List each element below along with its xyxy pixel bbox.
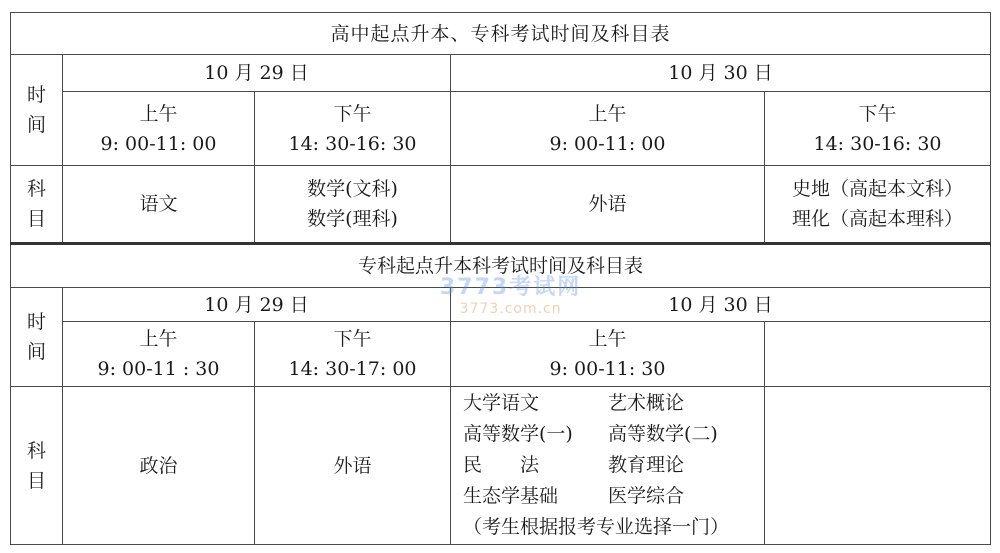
- table1-subject-3: 外语: [451, 166, 765, 244]
- table2-date2: 10 月 30 日: [451, 288, 991, 322]
- table1-title: 高中起点升本、专科考试时间及科目表: [11, 13, 991, 55]
- table1-subject-2: 数学(文科) 数学(理科): [255, 166, 451, 244]
- table1-session-1: 上午 9: 00-11: 00: [63, 92, 255, 166]
- table1-session-3: 上午 9: 00-11: 00: [451, 92, 765, 166]
- table2-title: 专科起点升本科考试时间及科目表: [11, 244, 991, 288]
- table2-date1: 10 月 29 日: [63, 288, 451, 322]
- watermark-url: 3773.com.cn: [459, 301, 562, 317]
- table2-subject-row: [11, 387, 991, 545]
- subject-option: 教育理论: [608, 454, 685, 476]
- table2-subject-2: 外语: [255, 387, 451, 545]
- subject-option: 民 法: [463, 454, 540, 476]
- subject-option: 艺术概论: [608, 392, 685, 414]
- subject-option: 高等数学(一): [463, 423, 573, 445]
- table2-subject-3: [451, 387, 765, 545]
- table2-session-3: 上午 9: 00-11: 30: [451, 322, 765, 387]
- table2-session-row: [11, 322, 991, 387]
- table2-session-2: 下午 14: 30-17: 00: [255, 322, 451, 387]
- table1-title-row: [11, 13, 991, 55]
- subject-option: 高等数学(二): [608, 423, 718, 445]
- table2-date-row: [11, 288, 991, 322]
- table1-session-row: [11, 92, 991, 166]
- subject-choice-note: （考生根据报考专业选择一门）: [463, 516, 730, 538]
- table1-session-4: 下午 14: 30-16: 30: [765, 92, 991, 166]
- table1-subject-4: 史地（高起本文科） 理化（高起本理科）: [765, 166, 991, 244]
- table1-date-row: [11, 55, 991, 92]
- table1-date2: 10 月 30 日: [451, 55, 991, 92]
- table1-subject-1: 语文: [63, 166, 255, 244]
- table2-subject-empty: [765, 387, 991, 545]
- watermark-logo-text: 3773考试网: [440, 275, 582, 300]
- table1-time-label: 时 间: [11, 55, 63, 166]
- subject-option: 医学综合: [608, 485, 685, 507]
- table2-session-empty: [765, 322, 991, 387]
- subject-options-grid: [463, 388, 764, 512]
- table1-subject-row: [11, 166, 991, 244]
- table2-subject-1: 政治: [63, 387, 255, 545]
- table2-time-label: 时 间: [11, 288, 63, 387]
- table1-date1: 10 月 29 日: [63, 55, 451, 92]
- table2-session-1: 上午 9: 00-11 : 30: [63, 322, 255, 387]
- exam-schedule-table: [10, 12, 991, 545]
- table1-subject-label: 科 目: [11, 166, 63, 244]
- table2-title-row: [11, 244, 991, 288]
- table2-subject-label: 科 目: [11, 387, 63, 545]
- table1-session-2: 下午 14: 30-16: 30: [255, 92, 451, 166]
- subject-option: 生态学基础: [463, 485, 559, 507]
- subject-option: 大学语文: [463, 392, 540, 414]
